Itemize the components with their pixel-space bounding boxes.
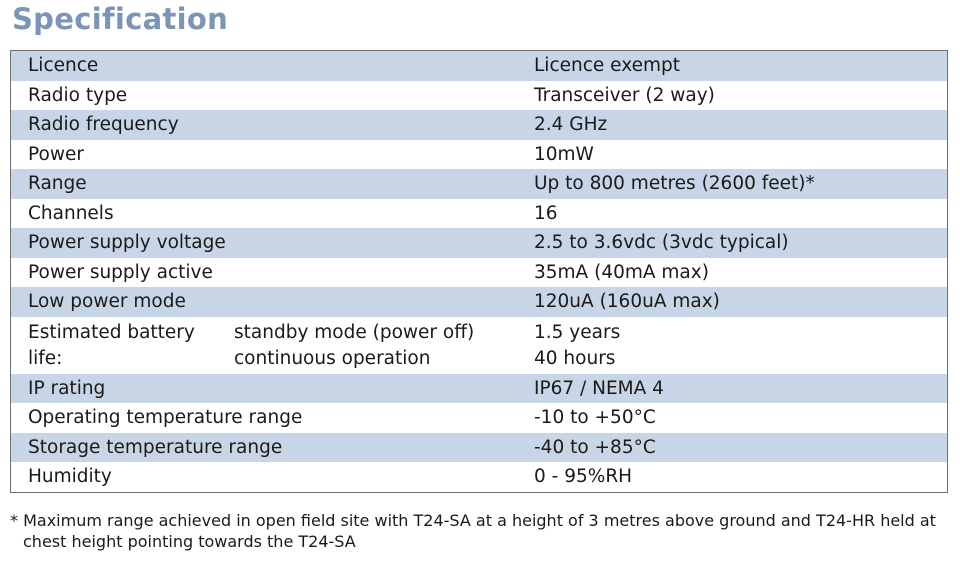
continuous-operation-label: continuous operation <box>234 347 431 369</box>
table-row <box>11 374 948 404</box>
spec-label: Licence <box>11 51 535 81</box>
spec-value: 16 <box>534 202 558 224</box>
spec-value: 120uA (160uA max) <box>534 287 948 317</box>
table-row <box>11 110 948 140</box>
table-row <box>11 140 948 170</box>
specification-table <box>10 50 948 493</box>
footnote-line: chest height pointing towards the T24-SA <box>23 532 356 551</box>
spec-label: Channels <box>28 202 114 224</box>
spec-label: Power supply voltage <box>11 228 535 258</box>
spec-label: IP rating <box>11 374 535 404</box>
battery-life-label: Estimated battery life: <box>28 321 195 369</box>
page-title: Specification <box>12 2 229 36</box>
range-footnote <box>10 510 950 552</box>
spec-value: 0 - 95%RH <box>534 466 633 487</box>
spec-value: 2.4 GHz <box>534 110 948 140</box>
spec-label: Radio type <box>28 84 128 106</box>
spec-label: Low power mode <box>11 287 535 317</box>
table-row <box>11 81 948 111</box>
spec-label: Power supply active <box>28 261 213 283</box>
footnote-line: * Maximum range achieved in open field site with T24-SA at a height of 3 metres above ground and T24-HR held at <box>10 511 936 530</box>
table-row <box>11 169 948 199</box>
spec-value: -40 to +85°C <box>534 433 948 463</box>
table-row <box>11 199 948 229</box>
spec-label: Power <box>28 143 84 165</box>
spec-value: -10 to +50°C <box>534 407 656 428</box>
spec-value: Licence exempt <box>534 51 948 81</box>
standby-mode-value: 1.5 years <box>534 321 621 343</box>
table-row <box>11 403 948 433</box>
spec-value: IP67 / NEMA 4 <box>534 374 948 404</box>
table-row <box>11 228 948 258</box>
spec-value: 35mA (40mA max) <box>534 261 709 283</box>
spec-value: 2.5 to 3.6vdc (3vdc typical) <box>534 228 948 258</box>
continuous-operation-value: 40 hours <box>534 347 616 369</box>
spec-label: Radio frequency <box>11 110 535 140</box>
spec-value: Up to 800 metres (2600 feet)* <box>534 169 948 199</box>
spec-value: 10mW <box>534 143 594 165</box>
spec-value: Transceiver (2 way) <box>534 84 715 106</box>
spec-label: Storage temperature range <box>11 433 535 463</box>
table-row <box>11 287 948 317</box>
battery-life-row <box>11 317 948 374</box>
table-row <box>11 51 948 81</box>
standby-mode-label: standby mode (power off) <box>234 321 475 343</box>
table-row <box>11 462 948 492</box>
spec-label: Range <box>11 169 535 199</box>
spec-label: Operating temperature range <box>28 407 303 428</box>
spec-label: Humidity <box>28 466 112 487</box>
table-row <box>11 433 948 463</box>
table-row <box>11 258 948 288</box>
